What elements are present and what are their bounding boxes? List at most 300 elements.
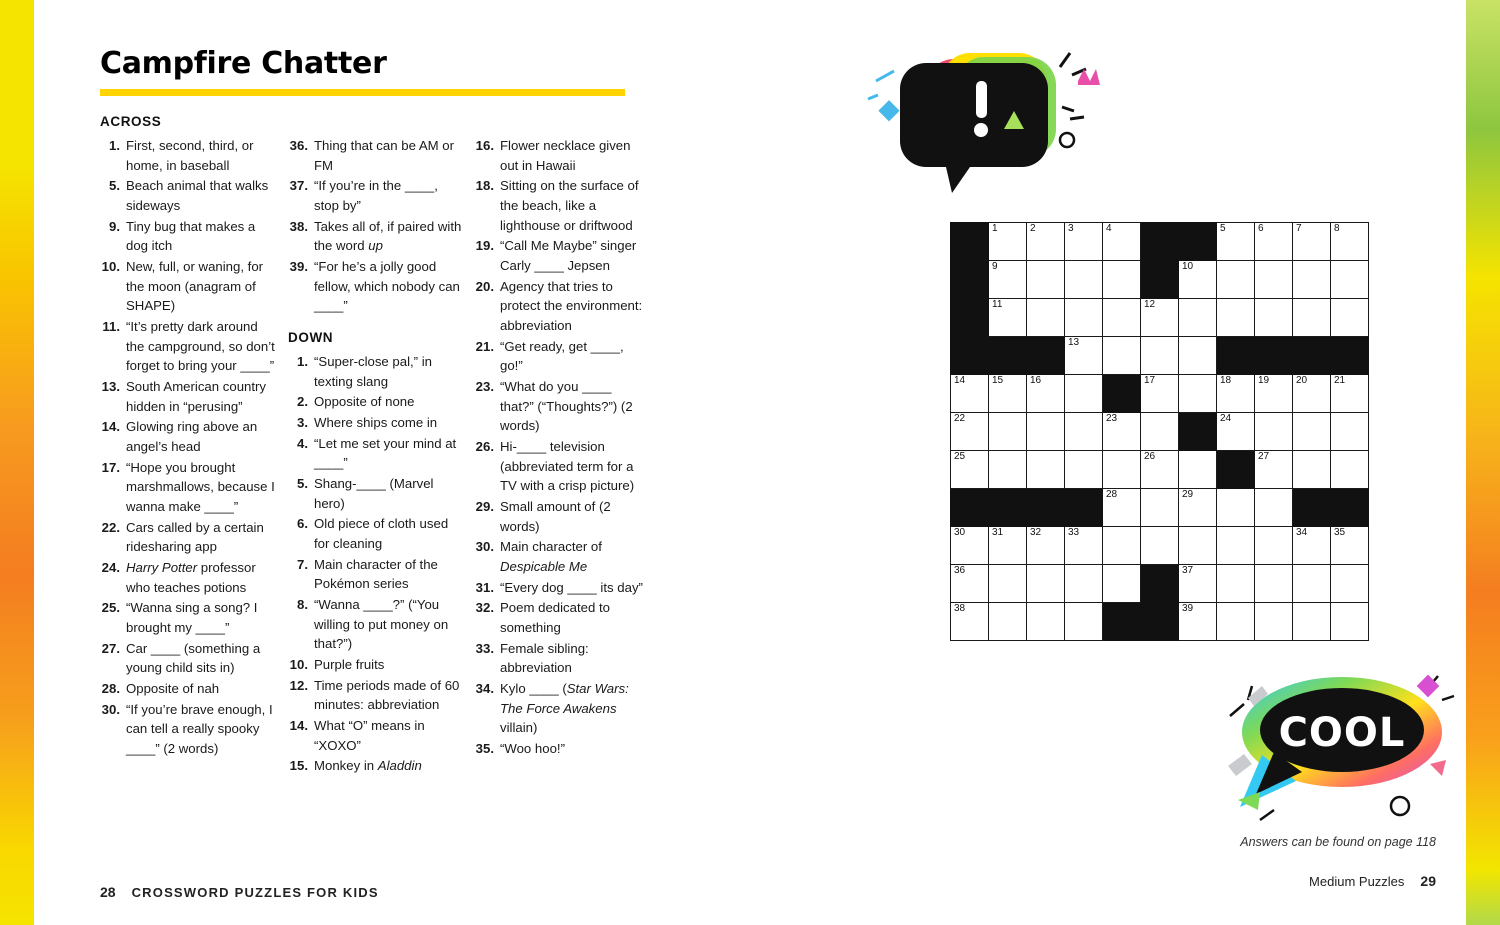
- clue-item: [100, 217, 276, 256]
- crossword-cell[interactable]: [1141, 413, 1179, 451]
- clue-text: Female sibling: abbreviation: [500, 640, 589, 676]
- crossword-cell[interactable]: [951, 527, 989, 565]
- clue-number: 7.: [297, 556, 308, 572]
- crossword-cell[interactable]: [1027, 375, 1065, 413]
- crossword-block-cell: [1027, 489, 1065, 527]
- clue-text: First, second, third, or home, in baseball: [126, 138, 254, 173]
- clue-italic: Star Wars: The Force Awakens: [500, 681, 629, 716]
- clue-text: “Let me set your mind at ____”: [314, 435, 457, 471]
- crossword-row: [951, 527, 1369, 565]
- clue-number: 29.: [475, 499, 494, 515]
- crossword-cell[interactable]: [1179, 337, 1217, 375]
- clue-number: 34.: [475, 681, 494, 697]
- crossword-cell-number: 9: [992, 261, 998, 272]
- crossword-cell[interactable]: [951, 413, 989, 451]
- crossword-cell-number: 16: [1030, 375, 1042, 386]
- crossword-cell[interactable]: [1179, 451, 1217, 489]
- crossword-cell[interactable]: [1103, 337, 1141, 375]
- crossword-cell-number: 25: [954, 451, 966, 462]
- clue-number: 1.: [109, 138, 120, 153]
- page-spread: [34, 0, 1466, 925]
- crossword-block-cell: [1141, 223, 1179, 261]
- clue-item: [288, 257, 462, 316]
- crossword-cell[interactable]: [1065, 565, 1103, 603]
- crossword-cell-number: 18: [1220, 375, 1232, 386]
- clue-number: 2.: [297, 394, 308, 410]
- crossword-cell-number: 31: [992, 527, 1004, 538]
- clue-item: [288, 352, 462, 391]
- crossword-block-cell: [1141, 565, 1179, 603]
- clue-text: What “O” means in “XOXO”: [314, 718, 425, 753]
- crossword-cell[interactable]: [989, 261, 1027, 299]
- crossword-block-cell: [1331, 489, 1369, 527]
- crossword-cell[interactable]: [1141, 451, 1179, 489]
- crossword-cell-number: 21: [1334, 375, 1346, 386]
- clue-number: 39.: [289, 259, 308, 275]
- clue-number: 33.: [475, 640, 494, 656]
- clue-item: [288, 595, 462, 654]
- clue-number: 25.: [101, 600, 120, 616]
- crossword-cell[interactable]: [1293, 451, 1331, 489]
- crossword-cell-number: 17: [1144, 375, 1156, 386]
- crossword-cell[interactable]: [1179, 603, 1217, 641]
- crossword-cell[interactable]: [1027, 299, 1065, 337]
- crossword-block-cell: [1179, 413, 1217, 451]
- crossword-cell[interactable]: [989, 375, 1027, 413]
- clue-text: “What do you ____ that?” (“Thoughts?”) (2 words): [500, 379, 633, 434]
- crossword-cell[interactable]: [1217, 223, 1255, 261]
- clue-item: [474, 639, 648, 678]
- clue-number: 26.: [475, 439, 494, 455]
- crossword-cell-number: 32: [1030, 527, 1042, 538]
- crossword-cell[interactable]: [1331, 451, 1369, 489]
- crossword-cell[interactable]: [989, 603, 1027, 641]
- clue-number: 15.: [289, 758, 308, 774]
- crossword-cell[interactable]: [1065, 451, 1103, 489]
- clue-item: [474, 537, 648, 576]
- crossword-cell-number: 2: [1030, 223, 1036, 234]
- crossword-row: [951, 565, 1369, 603]
- crossword-cell[interactable]: [951, 565, 989, 603]
- clue-item: [474, 176, 648, 235]
- crossword-cell[interactable]: [1179, 299, 1217, 337]
- clue-number: 14.: [101, 419, 120, 435]
- clue-text: “If you’re brave enough, I can tell a really spooky ____” (2 words): [126, 701, 273, 757]
- crossword-cell[interactable]: [1255, 223, 1293, 261]
- crossword-cell-number: 23: [1106, 413, 1118, 424]
- title-underline-rule: [100, 89, 625, 96]
- clue-item: [100, 639, 276, 678]
- clue-item: [474, 236, 648, 275]
- clue-item: [288, 176, 462, 215]
- crossword-block-cell: [1141, 261, 1179, 299]
- clue-item: [288, 434, 462, 473]
- crossword-block-cell: [989, 489, 1027, 527]
- clue-text: Sitting on the surface of the beach, like a lighthouse or driftwood: [500, 178, 639, 233]
- clue-text: “If you’re in the ____, stop by”: [314, 178, 438, 214]
- clue-number: 6.: [297, 516, 308, 532]
- crossword-grid[interactable]: [950, 222, 1369, 641]
- clue-item: [288, 655, 462, 675]
- crossword-cell[interactable]: [1331, 413, 1369, 451]
- crossword-cell[interactable]: [1027, 527, 1065, 565]
- crossword-cell[interactable]: [1027, 413, 1065, 451]
- crossword-cell[interactable]: [989, 451, 1027, 489]
- crossword-row: [951, 375, 1369, 413]
- clue-text: “Hope you brought marshmallows, because I wanna make ____”: [126, 459, 275, 515]
- crossword-cell-number: 7: [1296, 223, 1302, 234]
- clue-item: [288, 555, 462, 594]
- crossword-cell[interactable]: [1217, 261, 1255, 299]
- crossword-row: [951, 603, 1369, 641]
- clue-item: [288, 136, 462, 175]
- clue-text: Thing that can be AM or FM: [314, 138, 455, 173]
- clue-item: [100, 136, 276, 175]
- crossword-cell[interactable]: [951, 375, 989, 413]
- across-heading: ACROSS: [100, 114, 162, 129]
- crossword-cell[interactable]: [1255, 489, 1293, 527]
- clue-item: [474, 598, 648, 637]
- clue-item: [288, 716, 462, 755]
- crossword-cell-number: 35: [1334, 527, 1346, 538]
- clue-text: Old piece of cloth used for cleaning: [314, 516, 449, 552]
- clue-number: 21.: [475, 338, 494, 354]
- clue-text: Beach animal that walks sideways: [126, 178, 269, 214]
- crossword-cell[interactable]: [1331, 375, 1369, 413]
- clue-item: [100, 700, 276, 759]
- crossword-block-cell: [1103, 603, 1141, 641]
- clue-number: 5.: [297, 476, 308, 492]
- crossword-cell[interactable]: [1331, 299, 1369, 337]
- clue-text: Flower necklace given out in Hawaii: [500, 138, 631, 173]
- crossword-cell[interactable]: [1179, 375, 1217, 413]
- clue-number: 18.: [475, 178, 494, 194]
- clue-text: [126, 558, 276, 597]
- crossword-cell-number: 22: [954, 413, 966, 424]
- crossword-cell[interactable]: [1217, 299, 1255, 337]
- crossword-cell[interactable]: [1065, 527, 1103, 565]
- crossword-cell-number: 20: [1296, 375, 1308, 386]
- clue-number: 8.: [297, 597, 308, 613]
- crossword-cell[interactable]: [1331, 603, 1369, 641]
- clue-number: 9.: [109, 218, 120, 234]
- clue-item: [288, 514, 462, 553]
- clue-column-2: [288, 136, 474, 777]
- answers-note: Answers can be found on page 118: [1240, 835, 1436, 849]
- clue-item: [288, 756, 462, 776]
- crossword-cell[interactable]: [1065, 413, 1103, 451]
- clue-item: [288, 413, 462, 433]
- crossword-cell[interactable]: [1141, 337, 1179, 375]
- clue-number: 19.: [475, 238, 494, 254]
- crossword-cell[interactable]: [1255, 261, 1293, 299]
- crossword-cell[interactable]: [1179, 261, 1217, 299]
- crossword-cell[interactable]: [1293, 375, 1331, 413]
- crossword-cell[interactable]: [989, 299, 1027, 337]
- crossword-cell[interactable]: [1255, 375, 1293, 413]
- crossword-row: [951, 337, 1369, 375]
- crossword-cell[interactable]: [1103, 413, 1141, 451]
- right-page: [834, 0, 1500, 925]
- crossword-cell[interactable]: [1141, 527, 1179, 565]
- crossword-block-cell: [1179, 223, 1217, 261]
- crossword-cell[interactable]: [1027, 261, 1065, 299]
- clue-columns: [100, 136, 700, 777]
- crossword-cell[interactable]: [1103, 261, 1141, 299]
- crossword-block-cell: [1027, 337, 1065, 375]
- crossword-block-cell: [1217, 337, 1255, 375]
- clue-text: “Super-close pal,” in texting slang: [314, 354, 433, 389]
- crossword-cell[interactable]: [1065, 261, 1103, 299]
- clue-item: [100, 417, 276, 456]
- clue-item: [474, 739, 648, 759]
- crossword-cell[interactable]: [1027, 223, 1065, 261]
- clue-text: Glowing ring above an angel’s head: [126, 419, 258, 455]
- crossword-cell[interactable]: [1255, 413, 1293, 451]
- crossword-cell[interactable]: [1103, 489, 1141, 527]
- crossword-cell[interactable]: [1027, 565, 1065, 603]
- crossword-cell-number: 10: [1182, 261, 1194, 272]
- clue-item: [474, 679, 648, 738]
- crossword-cell[interactable]: [989, 413, 1027, 451]
- crossword-cell-number: 24: [1220, 413, 1232, 424]
- clue-item: [474, 377, 648, 436]
- down-heading: DOWN: [288, 330, 334, 346]
- crossword-cell[interactable]: [1293, 299, 1331, 337]
- crossword-block-cell: [951, 261, 989, 299]
- clue-rest: professor who teaches potions: [126, 560, 256, 595]
- crossword-grid-table[interactable]: [950, 222, 1369, 641]
- crossword-cell-number: 11: [992, 299, 1003, 310]
- crossword-cell-number: 30: [954, 527, 966, 538]
- crossword-block-cell: [951, 489, 989, 527]
- clue-text: Opposite of none: [314, 394, 415, 410]
- crossword-cell[interactable]: [1065, 337, 1103, 375]
- crossword-cell[interactable]: [1027, 451, 1065, 489]
- clue-text: Cars called by a certain ridesharing app: [126, 519, 264, 555]
- clue-italic: Despicable Me: [500, 559, 588, 575]
- clue-text: “Woo hoo!”: [500, 741, 565, 757]
- clue-number: 35.: [475, 741, 494, 757]
- crossword-cell[interactable]: [1027, 603, 1065, 641]
- page-edge-left-decoration: [0, 0, 34, 925]
- crossword-block-cell: [1217, 451, 1255, 489]
- clue-number: 3.: [297, 415, 308, 431]
- clue-text: Poem dedicated to something: [500, 600, 610, 636]
- clue-item: [100, 377, 276, 416]
- clue-number: 22.: [101, 519, 120, 535]
- clue-number: 12.: [289, 677, 308, 693]
- crossword-cell-number: 3: [1068, 223, 1074, 234]
- crossword-row: [951, 451, 1369, 489]
- crossword-cell-number: 39: [1182, 603, 1194, 614]
- left-page: [100, 46, 700, 900]
- crossword-cell-number: 14: [954, 375, 966, 386]
- clue-number: 27.: [101, 640, 120, 656]
- crossword-cell[interactable]: [1217, 565, 1255, 603]
- crossword-row: [951, 261, 1369, 299]
- crossword-cell-number: 12: [1144, 299, 1156, 310]
- crossword-cell-number: 15: [992, 375, 1004, 386]
- page-number-right: 29: [1420, 873, 1436, 889]
- crossword-cell[interactable]: [1065, 299, 1103, 337]
- clue-number: 38.: [289, 218, 308, 234]
- crossword-block-cell: [951, 299, 989, 337]
- clue-item: [100, 598, 276, 637]
- clue-item: [288, 676, 462, 715]
- crossword-cell[interactable]: [1217, 413, 1255, 451]
- clue-item: [100, 458, 276, 517]
- crossword-block-cell: [1255, 337, 1293, 375]
- crossword-cell[interactable]: [1255, 527, 1293, 565]
- clue-number: 30.: [101, 701, 120, 717]
- clue-italic: Aladdin: [377, 758, 422, 774]
- crossword-cell[interactable]: [1065, 223, 1103, 261]
- clue-item: [288, 392, 462, 412]
- crossword-cell[interactable]: [1065, 375, 1103, 413]
- crossword-cell[interactable]: [1103, 223, 1141, 261]
- clue-text: “Wanna ____?” (“You willing to put money on that?”): [314, 597, 449, 652]
- crossword-cell[interactable]: [1103, 299, 1141, 337]
- crossword-cell[interactable]: [951, 451, 989, 489]
- crossword-cell-number: 1: [992, 223, 998, 234]
- crossword-cell[interactable]: [1141, 489, 1179, 527]
- clue-item: [100, 558, 276, 597]
- crossword-cell[interactable]: [1065, 603, 1103, 641]
- crossword-cell[interactable]: [1255, 451, 1293, 489]
- clue-number: 10.: [101, 259, 120, 275]
- clue-item: [100, 176, 276, 215]
- crossword-cell[interactable]: [951, 603, 989, 641]
- crossword-cell-number: 13: [1068, 337, 1080, 348]
- clue-column-3: [474, 136, 660, 777]
- clue-item: [474, 136, 648, 175]
- crossword-cell[interactable]: [1103, 565, 1141, 603]
- crossword-cell[interactable]: [1255, 565, 1293, 603]
- clue-item: [100, 679, 276, 699]
- clue-text: Main character of the Pokémon series: [314, 556, 438, 592]
- clue-number: 24.: [101, 560, 120, 576]
- crossword-cell[interactable]: [1179, 527, 1217, 565]
- clue-text: Purple fruits: [314, 657, 385, 673]
- crossword-cell-number: 8: [1334, 223, 1340, 234]
- footer-right: [1309, 873, 1436, 889]
- clue-text: Shang-____ (Marvel hero): [314, 476, 434, 511]
- clue-number: 11.: [102, 319, 120, 335]
- crossword-cell[interactable]: [1141, 299, 1179, 337]
- clue-item: [474, 578, 648, 598]
- clue-text: South American country hidden in “perusing”: [126, 379, 267, 414]
- clue-text: Opposite of nah: [126, 681, 220, 697]
- clue-italic: up: [368, 238, 383, 254]
- crossword-cell[interactable]: [1217, 375, 1255, 413]
- svg-text:COOL: COOL: [1278, 710, 1406, 756]
- section-title-footer: Medium Puzzles: [1309, 874, 1405, 889]
- crossword-cell-number: 28: [1106, 489, 1118, 500]
- crossword-cell[interactable]: [1331, 261, 1369, 299]
- crossword-cell[interactable]: [1293, 603, 1331, 641]
- crossword-cell[interactable]: [1331, 223, 1369, 261]
- crossword-cell-number: 5: [1220, 223, 1226, 234]
- crossword-block-cell: [1103, 375, 1141, 413]
- clue-text: Time periods made of 60 minutes: abbreviation: [314, 677, 460, 713]
- clue-text: “Call Me Maybe” singer Carly ____ Jepsen: [500, 238, 637, 274]
- clue-number: 17.: [101, 459, 120, 475]
- clue-item: [100, 518, 276, 557]
- clue-text: Car ____ (something a young child sits in): [126, 640, 261, 676]
- crossword-cell-number: 6: [1258, 223, 1264, 234]
- clue-text: New, full, or waning, for the moon (anagram of SHAPE): [126, 259, 264, 314]
- page-number-left: 28: [100, 884, 116, 900]
- crossword-cell[interactable]: [989, 223, 1027, 261]
- crossword-cell-number: 36: [954, 565, 966, 576]
- clue-number: 20.: [475, 278, 494, 294]
- clue-text: Hi-____ television (abbreviated term for a TV with a crisp picture): [500, 439, 635, 494]
- crossword-cell[interactable]: [1293, 413, 1331, 451]
- clue-number: 13.: [101, 379, 120, 395]
- crossword-row: [951, 299, 1369, 337]
- clue-column-1: [100, 136, 288, 777]
- crossword-cell[interactable]: [1255, 299, 1293, 337]
- cool-sticker: [1214, 660, 1464, 830]
- crossword-cell[interactable]: [989, 565, 1027, 603]
- clue-item: [288, 474, 462, 513]
- clue-number: 10.: [289, 657, 308, 673]
- crossword-cell[interactable]: [1293, 261, 1331, 299]
- crossword-block-cell: [1141, 603, 1179, 641]
- crossword-cell[interactable]: [1217, 603, 1255, 641]
- clue-number: 4.: [297, 435, 308, 451]
- clue-text: “Wanna sing a song? I brought my ____”: [126, 600, 258, 636]
- crossword-cell[interactable]: [1293, 223, 1331, 261]
- clue-number: 28.: [101, 681, 120, 697]
- clue-number: 37.: [289, 178, 308, 194]
- crossword-cell[interactable]: [1103, 527, 1141, 565]
- crossword-block-cell: [1293, 489, 1331, 527]
- crossword-cell-number: 38: [954, 603, 966, 614]
- crossword-cell[interactable]: [1331, 565, 1369, 603]
- crossword-cell-number: 26: [1144, 451, 1156, 462]
- crossword-cell[interactable]: [1217, 527, 1255, 565]
- clue-text: “For he’s a jolly good fellow, which nobody can ____”: [314, 259, 460, 314]
- crossword-cell[interactable]: [1103, 451, 1141, 489]
- page-title: Campfire Chatter: [100, 46, 387, 81]
- clue-text: Agency that tries to protect the environment: abbreviation: [500, 278, 643, 334]
- crossword-cell[interactable]: [1293, 527, 1331, 565]
- crossword-cell-number: 29: [1182, 489, 1194, 500]
- clue-number: 30.: [475, 539, 494, 555]
- clue-number: 1.: [297, 354, 308, 370]
- crossword-cell[interactable]: [1331, 527, 1369, 565]
- crossword-cell[interactable]: [1293, 565, 1331, 603]
- crossword-cell[interactable]: [1179, 489, 1217, 527]
- clue-number: 23.: [475, 379, 494, 395]
- clue-number: 36.: [289, 138, 308, 153]
- crossword-cell[interactable]: [1217, 489, 1255, 527]
- clue-italic: Harry Potter: [126, 560, 198, 576]
- crossword-cell[interactable]: [1141, 375, 1179, 413]
- crossword-cell-number: 37: [1182, 565, 1194, 576]
- crossword-block-cell: [989, 337, 1027, 375]
- crossword-cell-number: 27: [1258, 451, 1270, 462]
- crossword-cell[interactable]: [1255, 603, 1293, 641]
- crossword-block-cell: [951, 337, 989, 375]
- clue-item: [474, 337, 648, 376]
- clue-number: 14.: [289, 718, 308, 734]
- crossword-cell[interactable]: [989, 527, 1027, 565]
- crossword-cell[interactable]: [1179, 565, 1217, 603]
- clue-item: [474, 437, 648, 496]
